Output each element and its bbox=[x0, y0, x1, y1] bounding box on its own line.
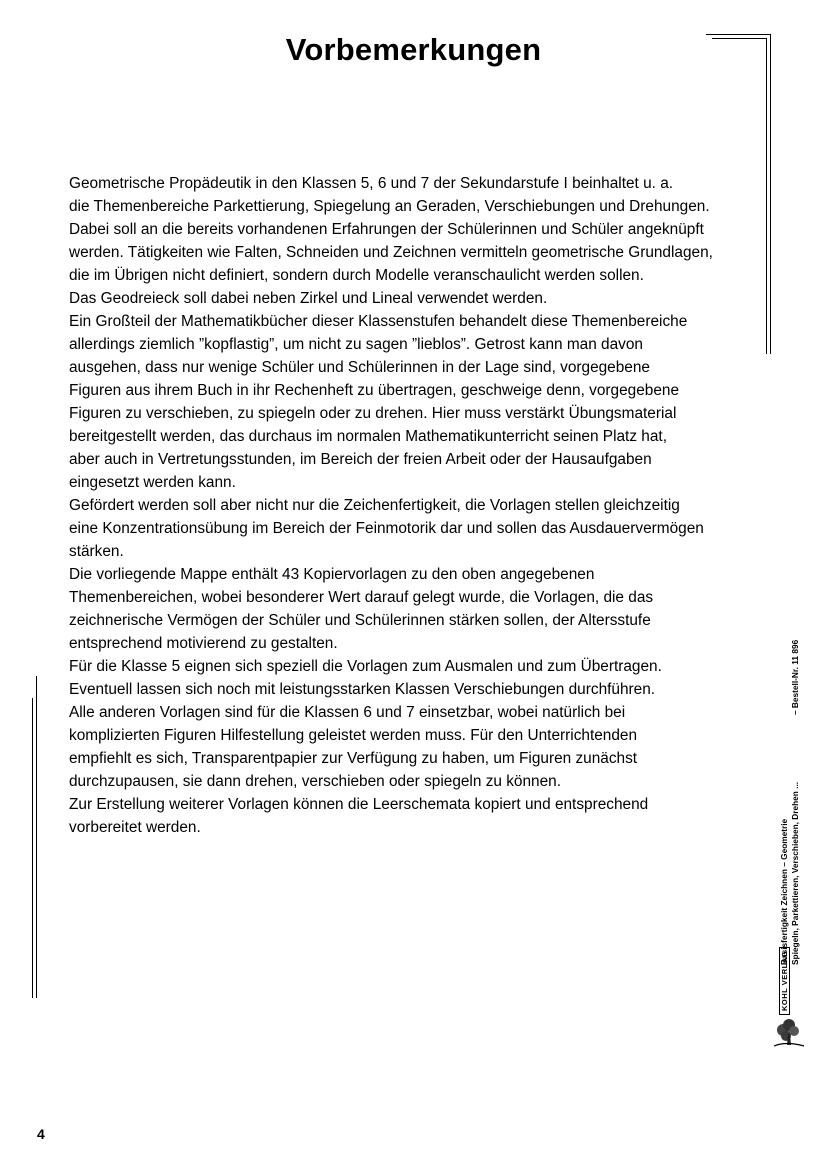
text-line: komplizierten Figuren Hilfestellung geleistet werden muss. Für den Unterrichtenden bbox=[69, 727, 638, 744]
text-line: Ein Großteil der Mathematikbücher dieser Klassenstufen behandelt diese Themenbereiche bbox=[69, 313, 688, 330]
text-line: zeichnerische Vermögen der Schüler und Schülerinnen stärken sollen, der Altersstufe bbox=[69, 612, 651, 629]
text-line: Figuren aus ihrem Buch in ihr Rechenheft zu übertragen, geschweige denn, vorgegebene bbox=[69, 382, 680, 399]
series-title: Basisfertigkeit Zeichnen – Geometrie bbox=[779, 818, 789, 965]
text-line: eine Konzentrationsübung im Bereich der Feinmotorik dar und sollen das Ausdauervermögen bbox=[69, 520, 704, 537]
series-subtitle: Spiegeln, Parkettieren, Verschieben, Drehen ... bbox=[790, 781, 800, 965]
text-line: eingesetzt werden kann. bbox=[69, 474, 236, 491]
text-line: allerdings ziemlich ”kopflastig”, um nicht zu sagen ”lieblos”. Getrost kann man davon bbox=[69, 336, 643, 353]
text-line: Alle anderen Vorlagen sind für die Klassen 6 und 7 einsetzbar, wobei natürlich bei bbox=[69, 704, 626, 721]
text-line: entsprechend motivierend zu gestalten. bbox=[69, 635, 338, 652]
left-margin-line bbox=[36, 676, 37, 998]
text-line: vorbereitet werden. bbox=[69, 819, 201, 836]
text-line: bereitgestellt werden, das durchaus im normalen Mathematikunterricht seinen Platz hat, bbox=[69, 428, 667, 445]
text-line: aber auch in Vertretungsstunden, im Bereich der freien Arbeit oder der Hausaufgaben bbox=[69, 451, 652, 468]
publisher-name: KOHL VERLAG bbox=[779, 947, 790, 1015]
body-text bbox=[69, 172, 779, 839]
page-number: 4 bbox=[37, 1126, 45, 1142]
text-line: stärken. bbox=[69, 543, 124, 560]
text-line: Figuren zu verschieben, zu spiegeln oder zu drehen. Hier muss verstärkt Übungsmaterial bbox=[69, 405, 677, 422]
order-number: – Bestell-Nr. 11 896 bbox=[790, 639, 800, 715]
corner-frame-line bbox=[706, 34, 770, 35]
text-line: ausgehen, dass nur wenige Schüler und Schülerinnen in der Lage sind, vorgegebene bbox=[69, 359, 650, 376]
text-line: empfiehlt es sich, Transparentpapier zur Verfügung zu haben, um Figuren zunächst bbox=[69, 750, 638, 767]
text-line: durchzupausen, sie dann drehen, verschieben oder spiegeln zu können. bbox=[69, 773, 561, 790]
corner-frame-line bbox=[712, 38, 766, 39]
tree-logo-icon bbox=[772, 1014, 806, 1048]
text-line: Geometrische Propädeutik in den Klassen 5, 6 und 7 der Sekundarstufe I beinhaltet u. a. bbox=[69, 175, 674, 192]
text-line: Für die Klasse 5 eignen sich speziell die Vorlagen zum Ausmalen und zum Übertragen. bbox=[69, 658, 662, 675]
text-line: Dabei soll an die bereits vorhandenen Erfahrungen der Schülerinnen und Schüler angeknüpft bbox=[69, 221, 704, 238]
text-line: die Themenbereiche Parkettierung, Spiegelung an Geraden, Verschiebungen und Drehungen. bbox=[69, 198, 710, 215]
text-line: werden. Tätigkeiten wie Falten, Schneiden und Zeichnen vermitteln geometrische Grundlagen, bbox=[69, 244, 713, 261]
text-line: Zur Erstellung weiterer Vorlagen können die Leerschemata kopiert und entsprechend bbox=[69, 796, 649, 813]
page-title: Vorbemerkungen bbox=[285, 32, 542, 67]
text-line: Themenbereichen, wobei besonderer Wert darauf gelegt wurde, die Vorlagen, die das bbox=[69, 589, 654, 606]
text-line: Das Geodreieck soll dabei neben Zirkel und Lineal verwendet werden. bbox=[69, 290, 548, 307]
text-line: Eventuell lassen sich noch mit leistungsstarken Klassen Verschiebungen durchführen. bbox=[69, 681, 656, 698]
text-line: die im Übrigen nicht definiert, sondern durch Modelle veranschaulicht werden sollen. bbox=[69, 267, 644, 284]
left-margin-line bbox=[32, 698, 33, 998]
text-line: Gefördert werden soll aber nicht nur die Zeichenfertigkeit, die Vorlagen stellen gleichzeitig bbox=[69, 497, 680, 514]
text-line: Die vorliegende Mappe enthält 43 Kopiervorlagen zu den oben angegebenen bbox=[69, 566, 595, 583]
publisher-sidebar bbox=[776, 625, 816, 1045]
